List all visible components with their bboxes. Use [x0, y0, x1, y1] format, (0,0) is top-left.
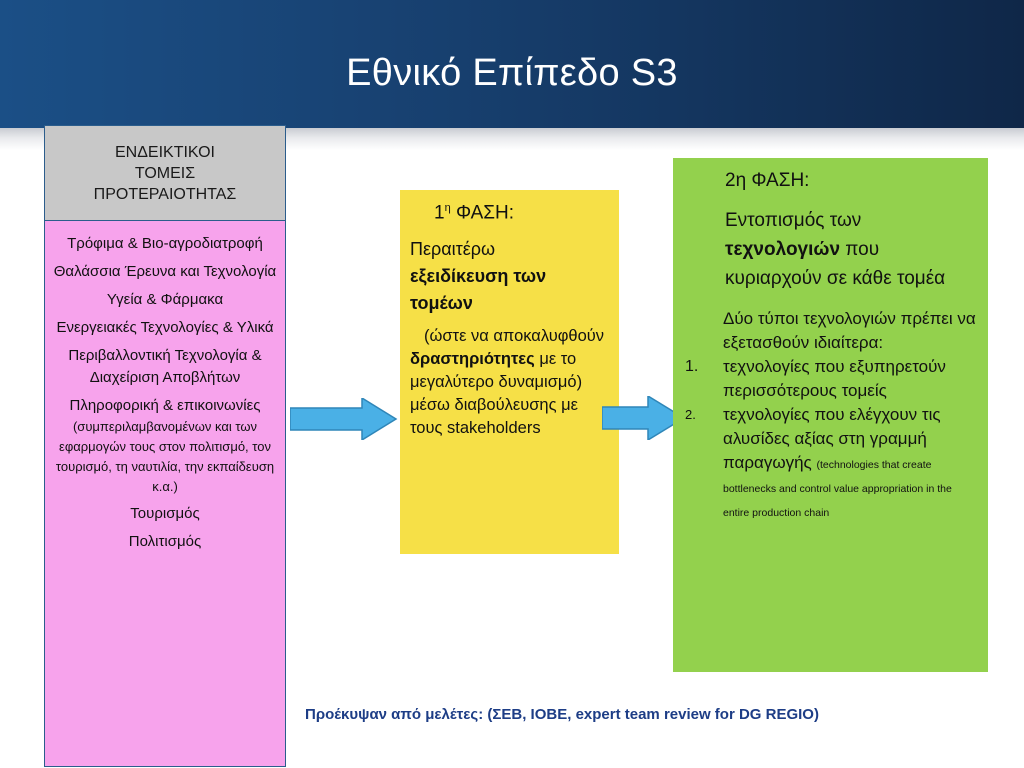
list-item-note: (technologies that create bottlenecks and control value appropriation in the entire production chain: [723, 459, 952, 519]
list-item-text: τεχνολογίες που εξυπηρετούν περισσότερους τομείς: [723, 357, 946, 400]
sectors-header-line: ΤΟΜΕΙΣ: [134, 164, 196, 182]
phase1-lead: Περαιτέρω εξειδίκευση των τομέων: [410, 239, 547, 314]
sector-item: Υγεία & Φάρμακα: [106, 291, 224, 308]
sector-item: Περιβαλλοντική Τεχνολογία & Διαχείριση Αποβλήτων: [68, 347, 262, 386]
phase1-title: $1^\eta$ ΦΑΣΗ:: [434, 202, 515, 224]
slide-title: Εθνικό Επίπεδο S3: [346, 52, 678, 94]
sector-item: Θαλάσσια Έρευνα και Τεχνολογία: [53, 263, 277, 280]
sector-item-note: (συμπεριλαμβανομένων και των εφαρμογών τους στον πολιτισμό, τον τουρισμό, τη ναυτιλία, την εκπαίδευση κ.α.): [55, 419, 275, 494]
sector-item: Ενεργειακές Τεχνολογίες & Υλικά: [56, 319, 274, 336]
phase2-box: [673, 158, 988, 672]
list-item: [685, 403, 978, 523]
sector-item-label: Πληροφορική & επικοινωνίες: [69, 397, 261, 414]
list-item-text: τεχνολογίες που ελέγχουν τις αλυσίδες αξίας στη γραμμή παραγωγής: [723, 405, 941, 472]
arrow-right-icon: [290, 398, 398, 440]
phase1-box: [400, 190, 619, 554]
list-number: 1.: [685, 358, 699, 375]
phase2-intro: Δύο τύποι τεχνολογιών πρέπει να εξετασθούν ιδιαίτερα:: [723, 309, 976, 352]
sector-item: Τρόφιμα & Βιο-αγροδιατροφή: [67, 235, 263, 252]
sector-item: Τουρισμός: [130, 505, 200, 522]
list-item: [685, 355, 978, 403]
list-number: 2.: [685, 407, 696, 422]
sectors-header: [44, 125, 286, 221]
sectors-header-line: ΕΝΔΕΙΚΤΙΚΟΙ: [115, 143, 215, 161]
sector-item-ict: [53, 395, 277, 497]
sector-item: Πολιτισμός: [128, 533, 202, 550]
phase2-title: 2η ΦΑΣΗ:: [725, 170, 810, 191]
sectors-header-line: ΠΡΟΤΕΡΑΙΟΤΗΤΑΣ: [93, 185, 237, 203]
sectors-list: [44, 221, 286, 767]
technology-types-list: [685, 355, 978, 523]
phase1-detail: (ώστε να αποκαλυφθούν δραστηριότητες με το μεγαλύτερο δυναμισμό) μέσω διαβούλευσης με τους stakeholders: [410, 327, 605, 438]
source-footnote: Προέκυψαν από μελέτες: (ΣΕΒ, ΙΟΒΕ, expert team review for DG REGIO): [305, 706, 819, 723]
phase2-lead: Εντοπισμός των τεχνολογιών που κυριαρχούν σε κάθε τομέα: [725, 210, 946, 289]
